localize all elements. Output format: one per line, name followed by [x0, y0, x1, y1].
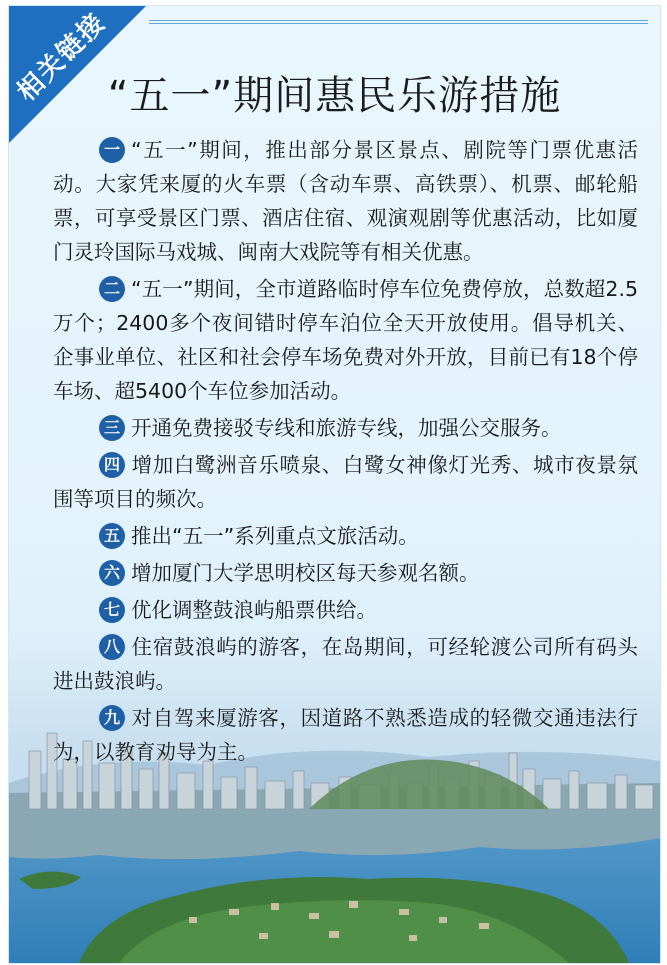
list-item [53, 556, 638, 590]
list-item [53, 630, 638, 698]
item-text: 增加白鹭洲音乐喷泉、白鹭女神像灯光秀、城市夜景氛围等项目的频次。 [53, 453, 638, 511]
item-number-badge: 二 [99, 276, 125, 302]
item-number-badge: 六 [99, 560, 125, 586]
corner-tag-label: 相关链接 [11, 7, 112, 108]
list-item [53, 272, 638, 408]
item-number-badge: 四 [99, 452, 125, 478]
item-text: 优化调整鼓浪屿船票供给。 [131, 598, 377, 622]
list-item [53, 411, 638, 445]
item-number-badge: 三 [99, 415, 125, 441]
list-item [53, 133, 638, 269]
item-text: 增加厦门大学思明校区每天参观名额。 [131, 561, 480, 585]
list-item [53, 593, 638, 627]
item-number-badge: 八 [99, 634, 125, 660]
list-item [53, 701, 638, 769]
item-number-badge: 一 [99, 137, 125, 163]
top-rule [149, 20, 648, 24]
measure-list [53, 133, 638, 772]
item-number-badge: 七 [99, 597, 125, 623]
item-text: “五一”期间，推出部分景区景点、剧院等门票优惠活动。大家凭来厦的火车票（含动车票、高铁票）、机票、邮轮船票，可享受景区门票、酒店住宿、观演观剧等优惠活动，比如厦门灵玲国际马戏城、闽南大戏院等有相关优惠。 [53, 138, 638, 264]
item-text: 对自驾来厦游客，因道路不熟悉造成的轻微交通违法行为，以教育劝导为主。 [53, 706, 638, 764]
poster [8, 5, 661, 964]
item-text: “五一”期间，全市道路临时停车位免费停放，总数超2.5万个；2400多个夜间错时停车泊位全天开放使用。倡导机关、企事业单位、社区和社会停车场免费对外开放，目前已有18个停车场、超5400个车位参加活动。 [53, 277, 638, 403]
list-item [53, 519, 638, 553]
page-title: “五一”期间惠民乐游措施 [107, 73, 562, 119]
item-text: 推出“五一”系列重点文旅活动。 [131, 524, 419, 548]
list-item [53, 448, 638, 516]
item-text: 住宿鼓浪屿的游客，在岛期间，可经轮渡公司所有码头进出鼓浪屿。 [53, 635, 638, 693]
item-number-badge: 九 [99, 705, 125, 731]
item-text: 开通免费接驳专线和旅游专线，加强公交服务。 [131, 416, 562, 440]
item-number-badge: 五 [99, 523, 125, 549]
